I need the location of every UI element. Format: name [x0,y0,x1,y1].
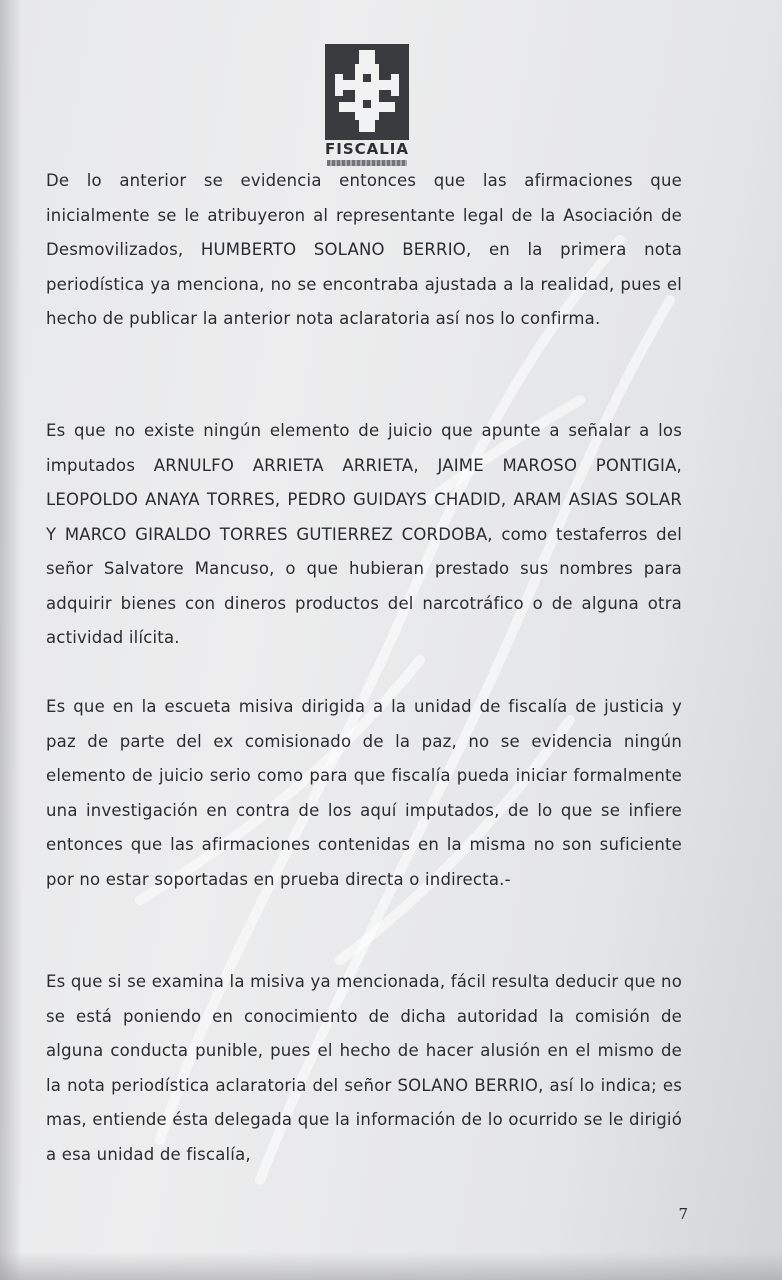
paragraph-4: Es que si se examina la misiva ya mencionada, fácil resulta deducir que no se está poniendo en conocimiento de dicha autoridad la comisión de alguna conducta punible, pues el hecho de hacer alusión en el mismo de la nota periodística aclaratoria del señor SOLANO BERRIO, así lo indica; es mas, entiende ésta delegada que la información de lo ocurrido se le dirigió a esa unidad de fiscalía, [46,972,682,1164]
logo-wordmark: FISCALIA [325,140,409,158]
paragraph-1: De lo anterior se evidencia entonces que las afirmaciones que inicialmente se le atribuyeron al representante legal de la Asociación de Desmovilizados, HUMBERTO SOLANO BERRIO, en la primera nota periodística ya menciona, no se encontraba ajustada a la realidad, pues el hecho de publicar la anterior nota aclaratoria así nos lo confirma. [46,171,682,328]
fiscalia-puzzle-logo-icon [325,44,409,140]
page-number: 7 [678,1205,688,1223]
paragraph-2: Es que no existe ningún elemento de juicio que apunte a señalar a los imputados ARNULFO ARRIETA ARRIETA, JAIME MAROSO PONTIGIA, LEOPOLDO ANAYA TORRES, PEDRO GUIDAYS CHADID, ARAM ASIAS SOLAR Y MARCO GIRALDO TORRES GUTIERREZ CORDOBA, como testaferros del señor Salvatore Mancuso, o que hubieran prestado sus nombres para adquirir bienes con dineros productos del narcotráfico o de alguna otra actividad ilícita. [46,421,682,647]
paragraph-3: Es que en la escueta misiva dirigida a la unidad de fiscalía de justicia y paz de parte del ex comisionado de la paz, no se evidencia ningún elemento de juicio serio como para que fiscalía pueda iniciar formalmente una investigación en contra de los aquí imputados, de lo que se infiere entonces que las afirmaciones contenidas en la misma no son suficiente por no estar soportadas en prueba directa o indirecta.- [46,697,682,889]
fiscalia-logo [323,44,411,172]
